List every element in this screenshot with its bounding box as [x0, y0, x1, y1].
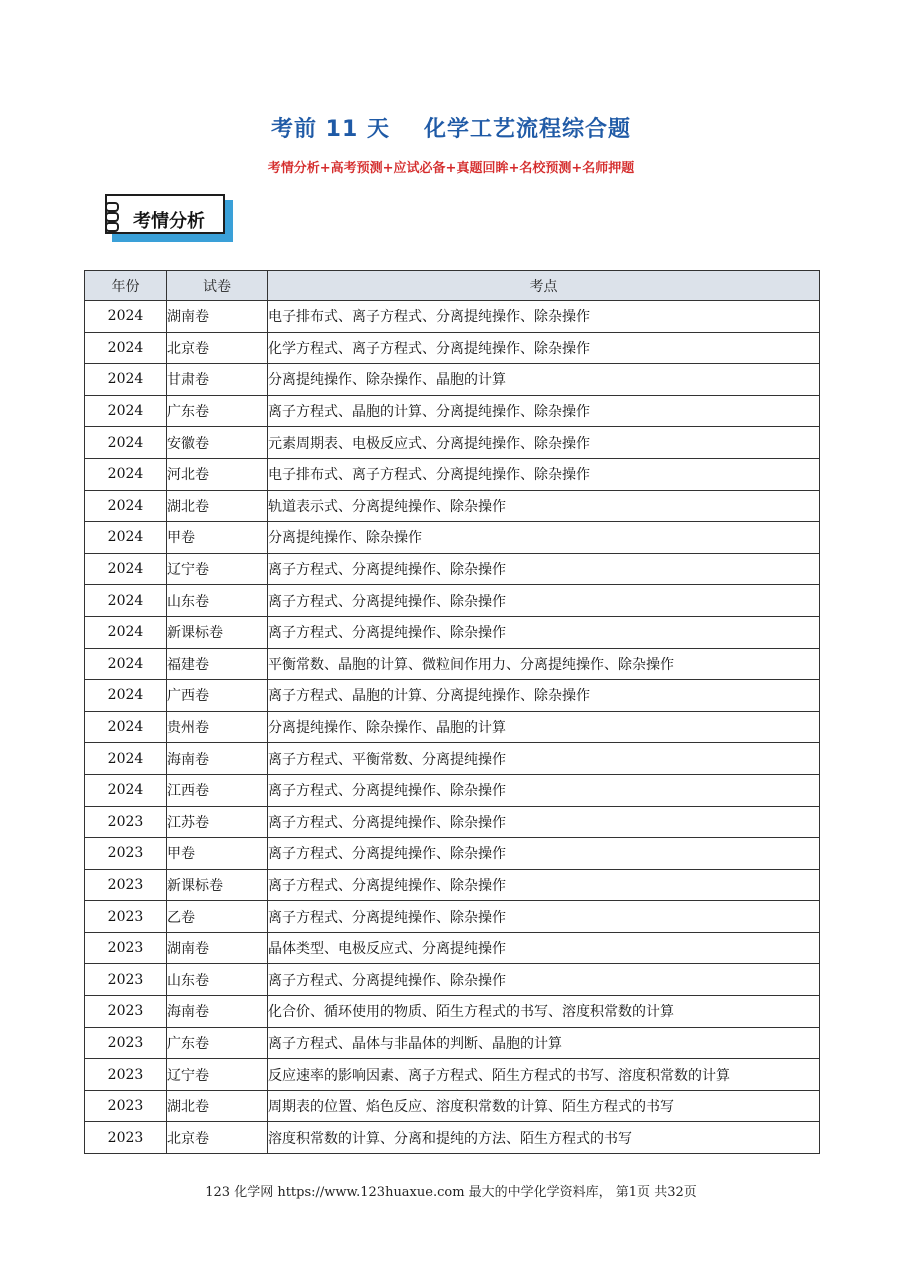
points-cell: 离子方程式、分离提纯操作、除杂操作	[268, 806, 820, 838]
table-row	[85, 616, 820, 648]
year-cell: 2024	[85, 458, 167, 490]
points-cell: 化合价、循环使用的物质、陌生方程式的书写、溶度积常数的计算	[268, 996, 820, 1028]
binder-ring-icon	[105, 212, 119, 222]
year-cell: 2024	[85, 522, 167, 554]
paper-cell: 新课标卷	[167, 616, 268, 648]
year-cell: 2024	[85, 364, 167, 396]
paper-cell: 福建卷	[167, 648, 268, 680]
table-row	[85, 869, 820, 901]
column-header-points: 考点	[268, 271, 820, 301]
section-label: 考情分析	[133, 211, 205, 232]
points-cell: 元素周期表、电极反应式、分离提纯操作、除杂操作	[268, 427, 820, 459]
paper-cell: 北京卷	[167, 332, 268, 364]
table-row	[85, 743, 820, 775]
table-row	[85, 1059, 820, 1091]
table-row	[85, 680, 820, 712]
binder-ring-icon	[105, 202, 119, 212]
paper-cell: 山东卷	[167, 585, 268, 617]
table-row	[85, 522, 820, 554]
binder-ring-icon	[105, 222, 119, 232]
paper-cell: 湖南卷	[167, 932, 268, 964]
paper-cell: 乙卷	[167, 901, 268, 933]
points-cell: 离子方程式、分离提纯操作、除杂操作	[268, 585, 820, 617]
table-row	[85, 1122, 820, 1154]
year-cell: 2023	[85, 1059, 167, 1091]
table-row	[85, 964, 820, 996]
badge-box	[105, 194, 225, 234]
points-cell: 离子方程式、分离提纯操作、除杂操作	[268, 774, 820, 806]
paper-cell: 辽宁卷	[167, 553, 268, 585]
year-cell: 2024	[85, 585, 167, 617]
table-row	[85, 1027, 820, 1059]
paper-cell: 甲卷	[167, 522, 268, 554]
paper-cell: 广东卷	[167, 395, 268, 427]
paper-cell: 江西卷	[167, 774, 268, 806]
year-cell: 2023	[85, 1122, 167, 1154]
year-cell: 2023	[85, 996, 167, 1028]
year-cell: 2024	[85, 616, 167, 648]
paper-cell: 山东卷	[167, 964, 268, 996]
paper-cell: 辽宁卷	[167, 1059, 268, 1091]
points-cell: 离子方程式、晶胞的计算、分离提纯操作、除杂操作	[268, 395, 820, 427]
points-cell: 离子方程式、分离提纯操作、除杂操作	[268, 901, 820, 933]
year-cell: 2023	[85, 1090, 167, 1122]
points-cell: 溶度积常数的计算、分离和提纯的方法、陌生方程式的书写	[268, 1122, 820, 1154]
paper-cell: 海南卷	[167, 743, 268, 775]
points-cell: 分离提纯操作、除杂操作、晶胞的计算	[268, 711, 820, 743]
paper-cell: 湖北卷	[167, 1090, 268, 1122]
points-cell: 周期表的位置、焰色反应、溶度积常数的计算、陌生方程式的书写	[268, 1090, 820, 1122]
year-cell: 2023	[85, 964, 167, 996]
year-cell: 2024	[85, 332, 167, 364]
table-row	[85, 364, 820, 396]
paper-cell: 江苏卷	[167, 806, 268, 838]
paper-cell: 湖北卷	[167, 490, 268, 522]
year-cell: 2023	[85, 1027, 167, 1059]
points-cell: 离子方程式、晶胞的计算、分离提纯操作、除杂操作	[268, 680, 820, 712]
table-row	[85, 901, 820, 933]
year-cell: 2024	[85, 553, 167, 585]
table-row	[85, 332, 820, 364]
year-cell: 2023	[85, 901, 167, 933]
table-row	[85, 648, 820, 680]
table-row	[85, 395, 820, 427]
paper-cell: 甲卷	[167, 838, 268, 870]
column-header-year: 年份	[85, 271, 167, 301]
points-cell: 化学方程式、离子方程式、分离提纯操作、除杂操作	[268, 332, 820, 364]
table-row	[85, 996, 820, 1028]
table-row	[85, 490, 820, 522]
table-row	[85, 838, 820, 870]
year-cell: 2023	[85, 838, 167, 870]
points-cell: 电子排布式、离子方程式、分离提纯操作、除杂操作	[268, 458, 820, 490]
year-cell: 2024	[85, 490, 167, 522]
title-topic: 化学工艺流程综合题	[423, 117, 631, 142]
table-row	[85, 774, 820, 806]
year-cell: 2023	[85, 932, 167, 964]
page-subtitle: 考情分析+高考预测+应试必备+真题回眸+名校预测+名师押题	[267, 161, 635, 176]
paper-cell: 广西卷	[167, 680, 268, 712]
points-cell: 离子方程式、分离提纯操作、除杂操作	[268, 964, 820, 996]
points-cell: 分离提纯操作、除杂操作	[268, 522, 820, 554]
page-title	[0, 112, 902, 143]
exam-table	[84, 270, 820, 1154]
table-row	[85, 427, 820, 459]
table-row	[85, 806, 820, 838]
paper-cell: 甘肃卷	[167, 364, 268, 396]
paper-cell: 安徽卷	[167, 427, 268, 459]
paper-cell: 海南卷	[167, 996, 268, 1028]
points-cell: 离子方程式、分离提纯操作、除杂操作	[268, 616, 820, 648]
points-cell: 晶体类型、电极反应式、分离提纯操作	[268, 932, 820, 964]
paper-cell: 湖南卷	[167, 301, 268, 333]
paper-cell: 北京卷	[167, 1122, 268, 1154]
points-cell: 分离提纯操作、除杂操作、晶胞的计算	[268, 364, 820, 396]
points-cell: 平衡常数、晶胞的计算、微粒间作用力、分离提纯操作、除杂操作	[268, 648, 820, 680]
title-day: 考前 11 天	[271, 117, 390, 142]
table-row	[85, 553, 820, 585]
paper-cell: 贵州卷	[167, 711, 268, 743]
table-row	[85, 301, 820, 333]
year-cell: 2024	[85, 301, 167, 333]
points-cell: 离子方程式、分离提纯操作、除杂操作	[268, 553, 820, 585]
points-cell: 反应速率的影响因素、离子方程式、陌生方程式的书写、溶度积常数的计算	[268, 1059, 820, 1091]
table-header-row	[85, 271, 820, 301]
year-cell: 2024	[85, 774, 167, 806]
points-cell: 离子方程式、平衡常数、分离提纯操作	[268, 743, 820, 775]
year-cell: 2024	[85, 427, 167, 459]
year-cell: 2024	[85, 680, 167, 712]
year-cell: 2024	[85, 711, 167, 743]
year-cell: 2023	[85, 869, 167, 901]
year-cell: 2024	[85, 395, 167, 427]
year-cell: 2024	[85, 743, 167, 775]
table-row	[85, 585, 820, 617]
table-row	[85, 932, 820, 964]
points-cell: 轨道表示式、分离提纯操作、除杂操作	[268, 490, 820, 522]
points-cell: 离子方程式、分离提纯操作、除杂操作	[268, 838, 820, 870]
table-row	[85, 1090, 820, 1122]
table-row	[85, 458, 820, 490]
points-cell: 电子排布式、离子方程式、分离提纯操作、除杂操作	[268, 301, 820, 333]
year-cell: 2023	[85, 806, 167, 838]
section-badge	[103, 192, 233, 242]
points-cell: 离子方程式、晶体与非晶体的判断、晶胞的计算	[268, 1027, 820, 1059]
page-footer: 123 化学网 https://www.123huaxue.com 最大的中学化学资料库， 第1页 共32页	[205, 1185, 697, 1200]
paper-cell: 新课标卷	[167, 869, 268, 901]
points-cell: 离子方程式、分离提纯操作、除杂操作	[268, 869, 820, 901]
paper-cell: 河北卷	[167, 458, 268, 490]
column-header-paper: 试卷	[167, 271, 268, 301]
table-row	[85, 711, 820, 743]
paper-cell: 广东卷	[167, 1027, 268, 1059]
year-cell: 2024	[85, 648, 167, 680]
table-body	[85, 301, 820, 1154]
